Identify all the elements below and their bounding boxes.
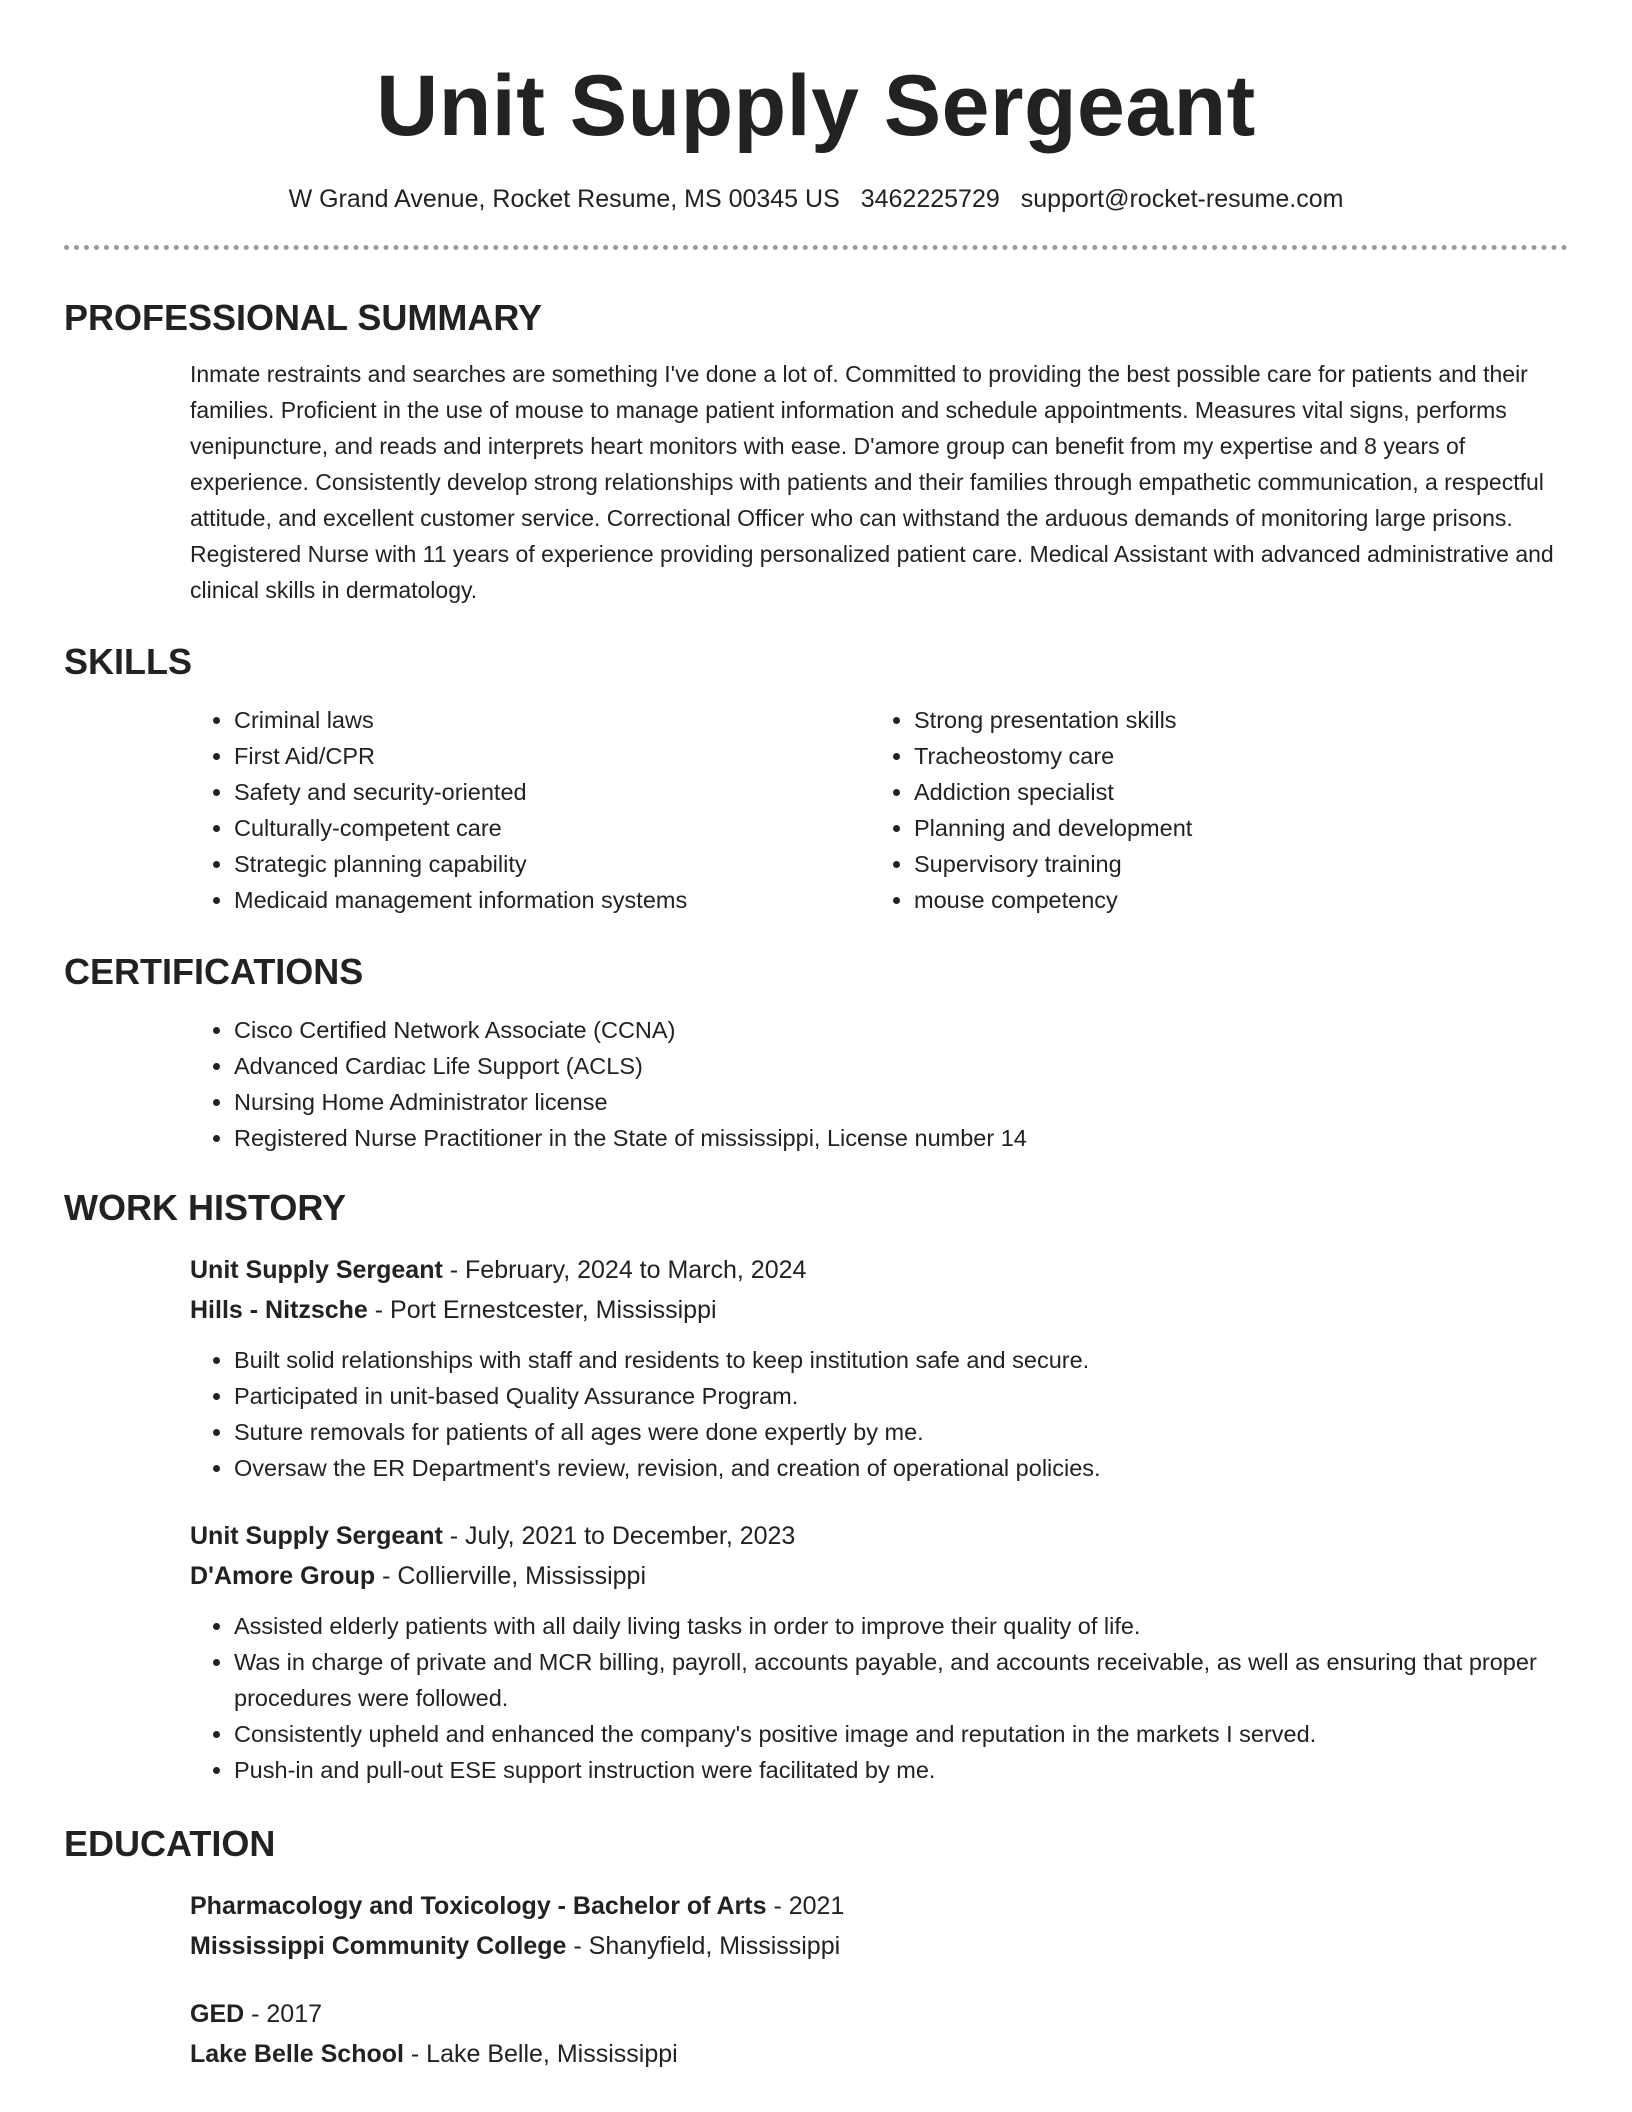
education-year: - 2021 bbox=[766, 1892, 845, 1920]
job-bullet: • Suture removals for patients of all ages were done expertly by me. bbox=[234, 1414, 1568, 1450]
job-bullet: • Push-in and pull-out ESE support instruction were facilitated by me. bbox=[234, 1752, 1568, 1788]
skills-title: SKILLS bbox=[64, 641, 193, 682]
skill-item: • Planning and development bbox=[914, 810, 1550, 846]
education-school-line bbox=[190, 1926, 1568, 1966]
job-company: Hills - Nitzsche bbox=[190, 1296, 368, 1324]
skill-item: • Strategic planning capability bbox=[234, 846, 870, 882]
header-divider bbox=[64, 245, 1568, 250]
contact-line bbox=[64, 182, 1568, 216]
resume-header bbox=[64, 0, 1568, 250]
skills-section bbox=[64, 640, 1568, 918]
skills-grid bbox=[190, 702, 1568, 918]
education-degree: GED bbox=[190, 2000, 245, 2028]
job-company: D'Amore Group bbox=[190, 1562, 376, 1590]
certifications-section bbox=[64, 950, 1568, 1156]
education-entry bbox=[190, 1886, 1568, 1966]
skill-item: • Strong presentation skills bbox=[914, 702, 1550, 738]
candidate-name: Unit Supply Sergeant bbox=[376, 58, 1256, 154]
work-history-section bbox=[64, 1186, 1568, 1788]
skill-item: • Tracheostomy care bbox=[914, 738, 1550, 774]
education-degree-line bbox=[190, 1886, 1568, 1926]
job-title-line bbox=[190, 1250, 1568, 1290]
job-company-line bbox=[190, 1290, 1568, 1330]
skill-item: • Criminal laws bbox=[234, 702, 870, 738]
certifications-body bbox=[190, 1012, 1568, 1156]
certifications-title: CERTIFICATIONS bbox=[64, 951, 364, 992]
skill-item: • First Aid/CPR bbox=[234, 738, 870, 774]
job-bullet: • Oversaw the ER Department's review, revision, and creation of operational policies. bbox=[234, 1450, 1568, 1486]
job-location: - Collierville, Mississippi bbox=[375, 1562, 646, 1590]
summary-text: Inmate restraints and searches are something I've done a lot of. Committed to providing the best possible care for patients and their families. Proficient in the use of mouse to manage patient information and schedule appointments. Measures vital signs, performs venipuncture, and reads and interprets heart monitors with ease. D'amore group can benefit from my expertise and 8 years of experience. Consistently develop strong relationships with patients and their families through empathetic communication, a respectful attitude, and excellent customer service. Correctional Officer who can withstand the arduous demands of monitoring large prisons. Registered Nurse with 11 years of experience providing personalized patient care. Medical Assistant with advanced administrative and clinical skills in dermatology. bbox=[190, 361, 1554, 603]
skill-item: • Supervisory training bbox=[914, 846, 1550, 882]
education-school-line bbox=[190, 2034, 1568, 2074]
skill-item: • Medicaid management information systems bbox=[234, 882, 870, 918]
education-entry bbox=[190, 1994, 1568, 2074]
job-bullet: • Built solid relationships with staff and residents to keep institution safe and secure. bbox=[234, 1342, 1568, 1378]
job-role: Unit Supply Sergeant bbox=[190, 1256, 443, 1284]
contact-phone: 3462225729 bbox=[860, 185, 1000, 213]
job-bullet: • Assisted elderly patients with all daily living tasks in order to improve their quality of life. bbox=[234, 1608, 1568, 1644]
skill-item: • Addiction specialist bbox=[914, 774, 1550, 810]
summary-section bbox=[64, 296, 1568, 608]
skill-item: • Safety and security-oriented bbox=[234, 774, 870, 810]
education-school: Lake Belle School bbox=[190, 2040, 404, 2068]
education-location: - Shanyfield, Mississippi bbox=[566, 1932, 841, 1960]
certification-item: • Nursing Home Administrator license bbox=[234, 1084, 1568, 1120]
education-degree-line bbox=[190, 1994, 1568, 2034]
skill-item: • Culturally-competent care bbox=[234, 810, 870, 846]
education-year: - 2017 bbox=[244, 2000, 323, 2028]
job-bullet: • Was in charge of private and MCR billing, payroll, accounts payable, and accounts receivable, as well as ensuring that proper procedures were followed. bbox=[234, 1644, 1568, 1716]
job-bullet: • Participated in unit-based Quality Assurance Program. bbox=[234, 1378, 1568, 1414]
education-location: - Lake Belle, Mississippi bbox=[403, 2040, 678, 2068]
education-title: EDUCATION bbox=[64, 1823, 276, 1864]
job-company-line bbox=[190, 1556, 1568, 1596]
education-degree: Pharmacology and Toxicology - Bachelor of Arts bbox=[190, 1892, 767, 1920]
education-section bbox=[64, 1822, 1568, 2074]
skill-item: • mouse competency bbox=[914, 882, 1550, 918]
certification-item: • Cisco Certified Network Associate (CCNA) bbox=[234, 1012, 1568, 1048]
summary-title: PROFESSIONAL SUMMARY bbox=[64, 297, 543, 338]
summary-body bbox=[190, 356, 1568, 608]
work-history-title: WORK HISTORY bbox=[64, 1187, 347, 1228]
certification-item: • Registered Nurse Practitioner in the State of mississippi, License number 14 bbox=[234, 1120, 1568, 1156]
contact-address: W Grand Avenue, Rocket Resume, MS 00345 US bbox=[288, 185, 840, 213]
job-dates: - February, 2024 to March, 2024 bbox=[442, 1256, 807, 1284]
education-school: Mississippi Community College bbox=[190, 1932, 567, 1960]
job-role: Unit Supply Sergeant bbox=[190, 1522, 443, 1550]
skills-column-left bbox=[190, 702, 870, 918]
job-bullet: • Consistently upheld and enhanced the company's positive image and reputation in the markets I served. bbox=[234, 1716, 1568, 1752]
job-dates: - July, 2021 to December, 2023 bbox=[442, 1522, 796, 1550]
job-entry bbox=[190, 1516, 1568, 1788]
certification-item: • Advanced Cardiac Life Support (ACLS) bbox=[234, 1048, 1568, 1084]
contact-email[interactable]: support@rocket-resume.com bbox=[1020, 185, 1344, 213]
job-entry bbox=[190, 1250, 1568, 1486]
job-title-line bbox=[190, 1516, 1568, 1556]
job-location: - Port Ernestcester, Mississippi bbox=[367, 1296, 717, 1324]
skills-column-right bbox=[870, 702, 1550, 918]
